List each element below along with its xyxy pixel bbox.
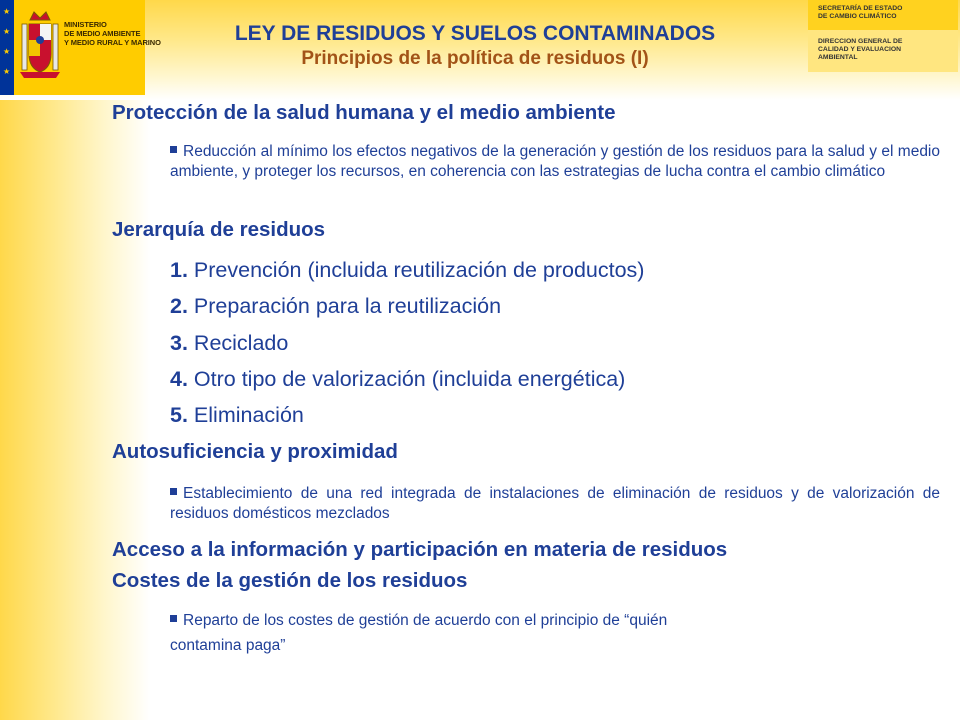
hierarchy-number: 4. [170,367,188,391]
hierarchy-item [170,331,288,356]
bullet-health-environment [170,142,940,182]
ministry-line: DE MEDIO AMBIENTE [64,29,141,38]
hierarchy-text: Prevención (incluida reutilización de productos) [193,258,645,282]
bullet-square-icon [170,146,177,153]
star-icon: ★ [3,67,11,76]
hierarchy-text: Otro tipo de valorización (incluida energética) [193,367,626,391]
star-icon: ★ [3,7,11,16]
bullet-text: Establecimiento de una red integrada de instalaciones de eliminación de residuos y de valorización de residuos domésticos mezclados [170,485,940,522]
bullet-text: contamina paga” [170,637,286,654]
bullet-self-sufficiency [170,484,940,524]
hierarchy-text: Reciclado [193,331,289,355]
ministry-line: MINISTERIO [64,20,107,29]
ministry-line: Y MEDIO RURAL Y MARINO [64,38,161,47]
directorate-line: AMBIENTAL [818,54,858,61]
star-icon: ★ [3,47,11,56]
heading-health-environment: Protección de la salud humana y el medio ambiente [112,101,616,124]
hierarchy-number: 5. [170,403,188,427]
bullet-management-costs [170,608,940,658]
secretariat-box [808,0,958,72]
hierarchy-item [170,367,625,392]
secretariat-line: DE CAMBIO CLIMÁTICO [818,13,897,20]
coat-of-arms-icon [20,10,60,82]
hierarchy-item [170,294,501,319]
page-title: LEY DE RESIDUOS Y SUELOS CONTAMINADOS [234,22,716,45]
secretariat-label [808,0,958,30]
eu-flag-stripe [0,0,14,95]
heading-waste-hierarchy: Jerarquía de residuos [112,218,326,241]
bullet-text: Reducción al mínimo los efectos negativos de la generación y gestión de los residuos para la salud y el medio ambiente, y proteger los recursos, en coherencia con las estrategias de lucha contra el cambio climático [170,143,940,180]
directorate-line: DIRECCION GENERAL DE [818,38,903,45]
ministry-name [64,20,161,47]
hierarchy-number: 1. [170,258,188,282]
directorate-label [808,32,958,72]
secretariat-line: SECRETARÍA DE ESTADO [818,5,903,12]
heading-management-costs: Costes de la gestión de los residuos [112,569,468,592]
heading-information-access: Acceso a la información y participación en materia de residuos [112,538,728,561]
hierarchy-number: 3. [170,331,188,355]
hierarchy-text: Eliminación [193,403,304,427]
bullet-square-icon [170,488,177,495]
hierarchy-item [170,403,304,428]
ministry-logo [0,0,161,95]
hierarchy-item [170,258,644,283]
bullet-square-icon [170,615,177,622]
star-icon: ★ [3,27,11,36]
hierarchy-number: 2. [170,294,188,318]
bullet-text: Reparto de los costes de gestión de acuerdo con el principio de “quién [183,612,668,629]
heading-self-sufficiency: Autosuficiencia y proximidad [112,440,398,463]
directorate-line: CALIDAD Y EVALUACION [818,46,902,53]
page-subtitle: Principios de la política de residuos (I) [301,48,649,69]
hierarchy-text: Preparación para la reutilización [193,294,502,318]
